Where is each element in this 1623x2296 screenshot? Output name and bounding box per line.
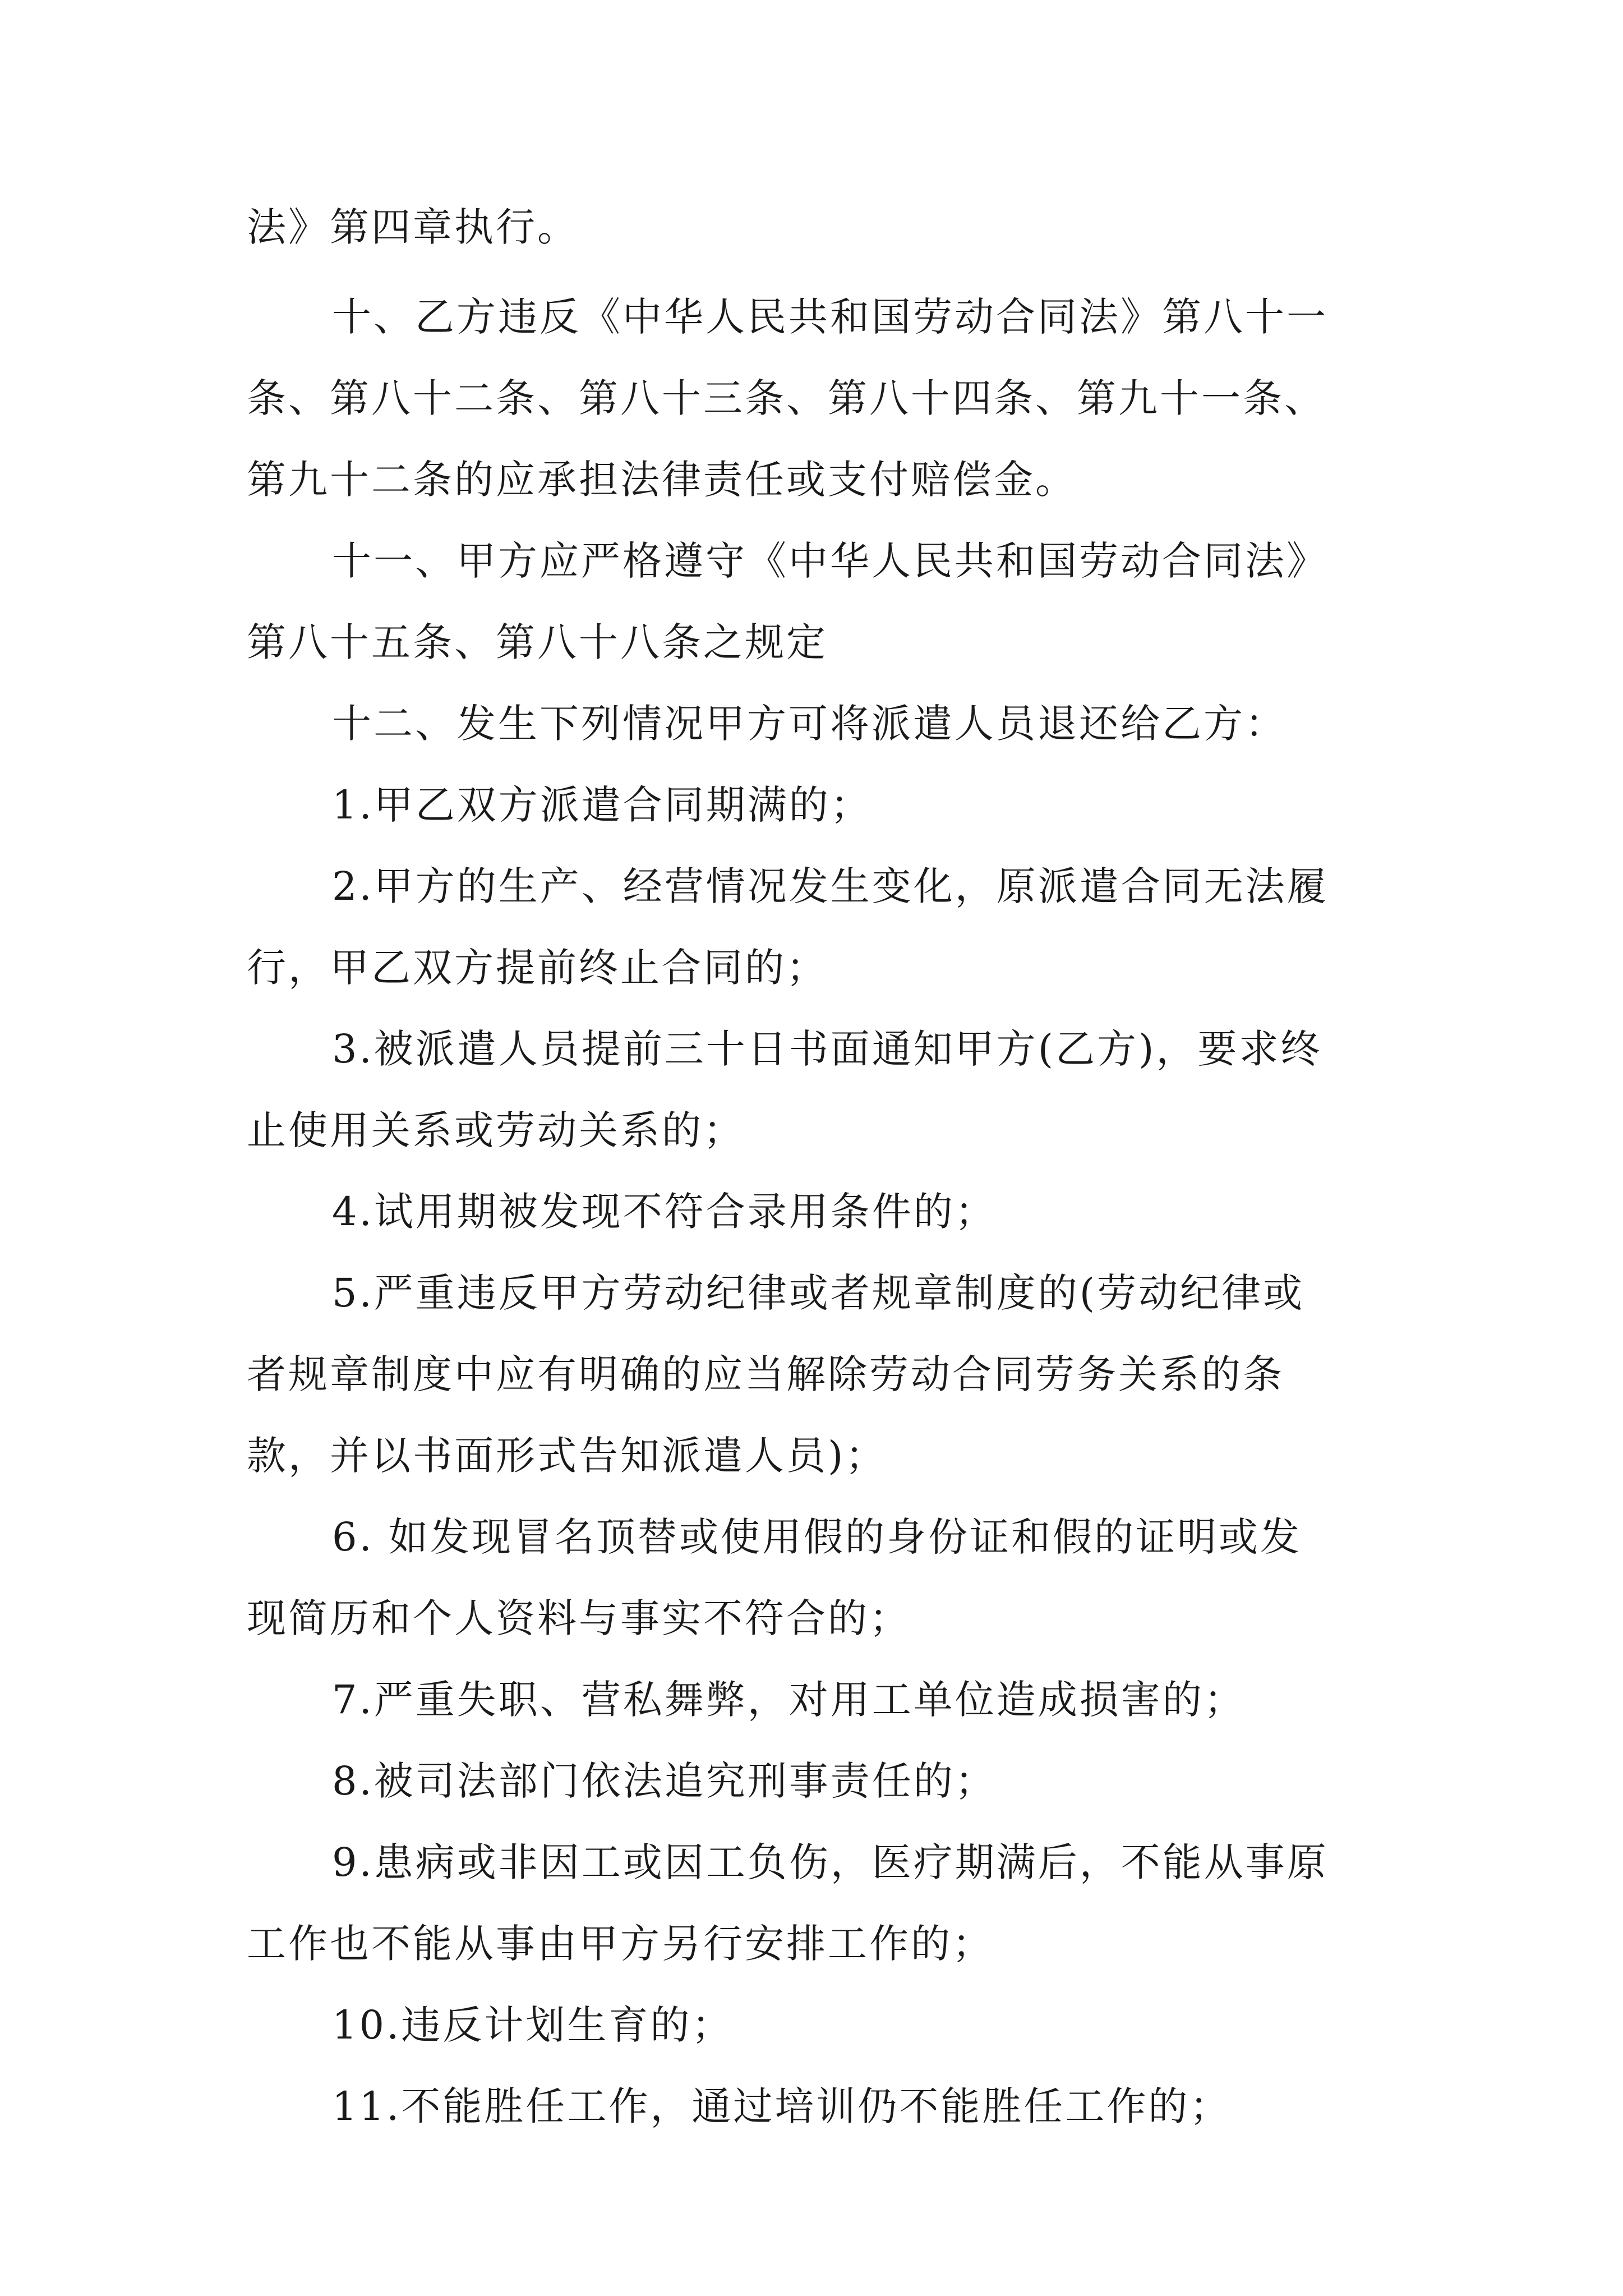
text-line: 十一、甲方应严格遵守《中华人民共和国劳动合同法》: [332, 538, 1328, 584]
text-line: 十二、发生下列情况甲方可将派遣人员退还给乙方：: [332, 701, 1287, 747]
text-line: 现简历和个人资料与事实不符合的；: [247, 1595, 911, 1641]
text-line: 止使用关系或劳动关系的；: [247, 1107, 745, 1153]
text-line: 9.患病或非因工或因工负伤，医疗期满后，不能从事原: [332, 1839, 1329, 1885]
text-line: 工作也不能从事由甲方另行安排工作的；: [247, 1921, 994, 1967]
text-line: 十、乙方违反《中华人民共和国劳动合同法》第八十一: [332, 294, 1328, 340]
text-line: 法》第四章执行。: [247, 204, 579, 250]
text-line: 行，甲乙双方提前终止合同的；: [247, 945, 828, 991]
text-line: 7.严重失职、营私舞弊，对用工单位造成损害的；: [332, 1677, 1246, 1723]
text-line: 第九十二条的应承担法律责任或支付赔偿金。: [247, 457, 1077, 503]
text-line: 条、第八十二条、第八十三条、第八十四条、第九十一条、: [247, 375, 1326, 421]
text-line: 10.违反计划生育的；: [332, 2002, 734, 2048]
text-line: 2.甲方的生产、经营情况发生变化，原派遣合同无法履: [332, 863, 1329, 909]
text-line: 第八十五条、第八十八条之规定: [247, 619, 828, 665]
text-line: 1.甲乙双方派遣合同期满的；: [332, 782, 872, 828]
text-line: 4.试用期被发现不符合录用条件的；: [332, 1189, 997, 1235]
text-line: 款，并以书面形式告知派遣人员)；: [247, 1433, 887, 1479]
text-line: 3.被派遣人员提前三十日书面通知甲方(乙方)，要求终: [332, 1026, 1322, 1072]
text-line: 者规章制度中应有明确的应当解除劳动合同劳务关系的条: [247, 1351, 1284, 1397]
text-line: 11.不能胜任工作，通过培训仍不能胜任工作的；: [332, 2083, 1232, 2129]
text-line: 8.被司法部门依法追究刑事责任的；: [332, 1758, 997, 1804]
text-line: 6. 如发现冒名顶替或使用假的身份证和假的证明或发: [332, 1514, 1302, 1560]
text-line: 5.严重违反甲方劳动纪律或者规章制度的(劳动纪律或: [332, 1270, 1305, 1316]
